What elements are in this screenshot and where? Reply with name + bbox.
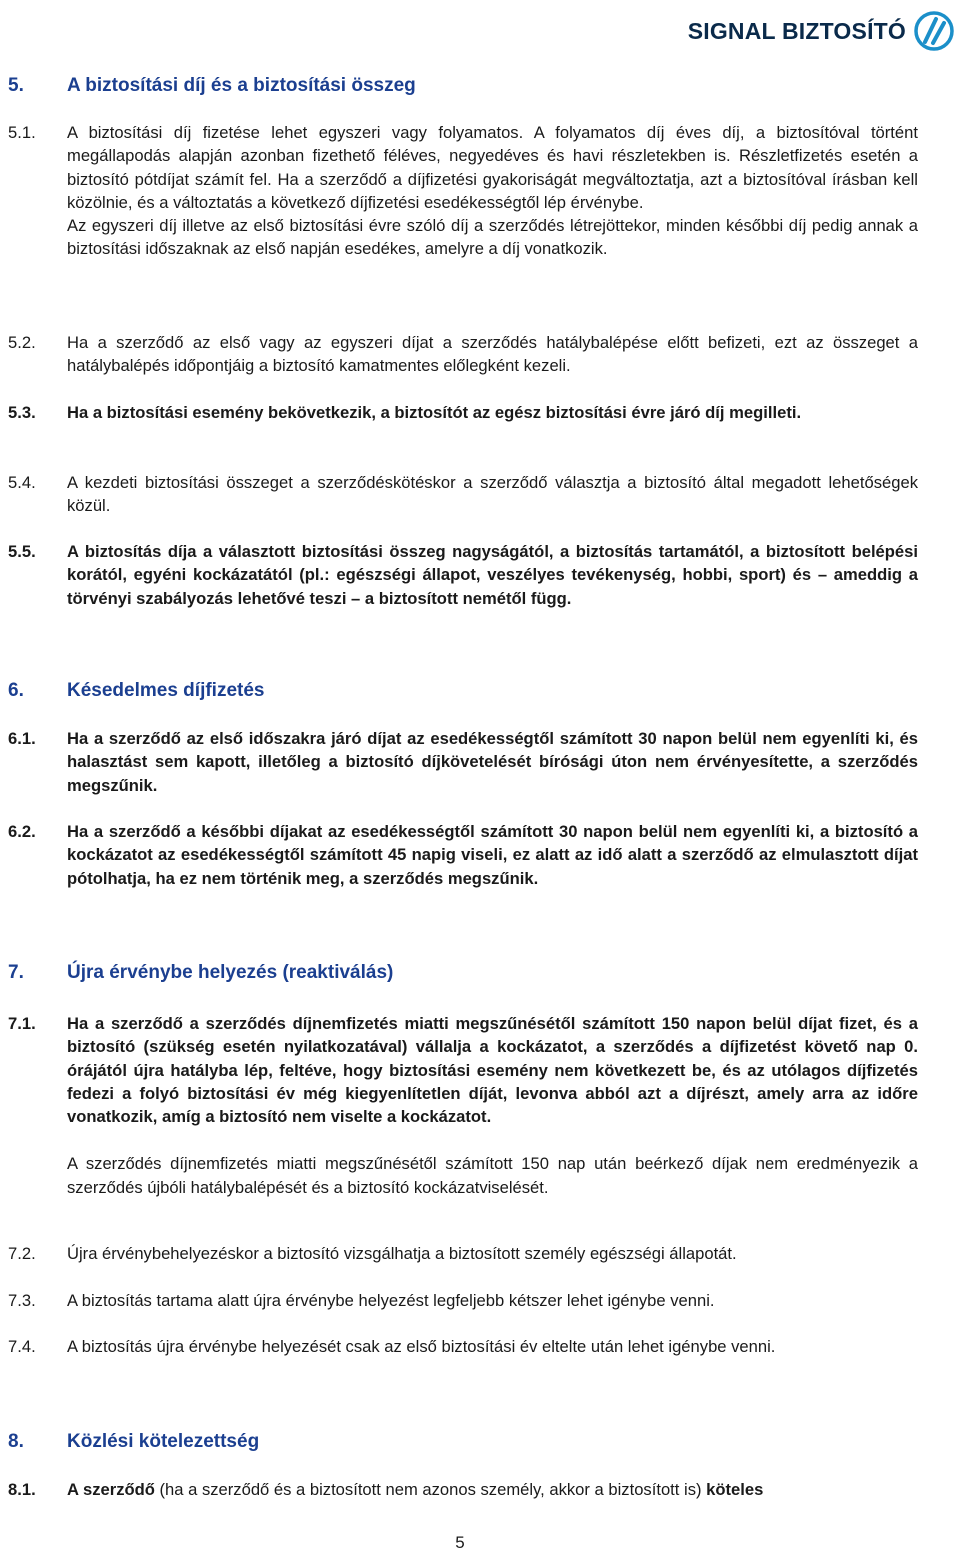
paragraph-number: 5.2. xyxy=(8,333,36,352)
paragraph-text: A biztosítási díj fizetése lehet egyszeri vagy folyamatos. A folyamatos díj éves díj, a biztosítóval történt megállapodás alapján azonban fizethető féléves, negyedéves és havi részletekben is. Részletfizetés esetén a biztosító pótdíjat számít fel. Ha a szerződő a díjfizetési gyakoriságát megváltoztatja, azt a biztosítóval írásban kell közölnie, és a változtatás a következő díjfizetési esedékességtől lép érvénybe. xyxy=(67,123,918,212)
section-6-heading xyxy=(8,680,918,702)
paragraph-text: A kezdeti biztosítási összeget a szerződéskötéskor a szerződő választja a biztosító által megadott lehetőségek közül. xyxy=(67,473,918,516)
paragraph-5-4 xyxy=(8,471,918,518)
paragraph-text: A biztosítás tartama alatt újra érvénybe helyezést legfeljebb kétszer lehet igénybe venni. xyxy=(67,1291,715,1310)
section-7-heading xyxy=(8,962,918,984)
paragraph-text: A biztosítás újra érvénybe helyezését csak az első biztosítási év eltelte után lehet igénybe venni. xyxy=(67,1337,776,1356)
paragraph-text: A szerződés díjnemfizetés miatti megszűnésétől számított 150 nap után beérkező díjak nem eredményezik a szerződés újbóli hatálybalépését és a biztosító kockázatviselését. xyxy=(67,1154,918,1197)
signal-logo xyxy=(688,8,954,54)
paragraph-8-1 xyxy=(8,1478,918,1501)
paragraph-text: Ha a szerződő a szerződés díjnemfizetés miatti megszűnésétől számított 150 napon belül díjat fizet, és a biztosító (szükség esetén nyilatkozatával) vállalja a kockázatot, a szerződés a díjfizetést követő nap 0. órájától újra hatályba lép, feltéve, hogy biztosítási esemény nem következett be, és az utólagos díjfizetés fedezi a folyó biztosítási év még kiegyenlítetlen díját, levonva abból azt a díjrészt, amely arra az időre vonatkozik, amíg a biztosító nem viselte a kockázatot. xyxy=(67,1014,918,1127)
paragraph-text: Ha a szerződő az első vagy az egyszeri díjat a szerződés hatálybalépése előtt befizeti, ezt az összeget a hatálybalépés időpontjáig a biztosító kamatmentes előlegként kezeli. xyxy=(67,333,918,376)
paragraph-text: Ha a szerződő a későbbi díjakat az esedékességtől számított 30 napon belül nem egyenlíti ki, a biztosító a kockázatot az esedékességtől számított 45 napig viseli, ez alatt az idő alatt a szerződő az elmulasztott díjat pótolhatja, ha ez nem történik meg, a szerződés megszűnik. xyxy=(67,822,918,888)
paragraph-number: 7.3. xyxy=(8,1291,36,1310)
section-number: 7. xyxy=(8,962,24,983)
section-title: Újra érvénybe helyezés (reaktiválás) xyxy=(67,962,394,983)
paragraph-text: Ha a biztosítási esemény bekövetkezik, a biztosítót az egész biztosítási évre járó díj megilleti. xyxy=(67,403,802,422)
paragraph-number: 7.1. xyxy=(8,1014,36,1033)
paragraph-text: Az egyszeri díj illetve az első biztosítási évre szóló díj a szerződés létrejöttekor, minden későbbi díj pedig annak a biztosítási időszaknak az első napján esedékes, amelyre a díj vonatkozik. xyxy=(67,216,918,259)
paragraph-number: 7.4. xyxy=(8,1337,36,1356)
paragraph-number: 5.1. xyxy=(8,123,36,142)
paragraph-number: 6.2. xyxy=(8,822,36,841)
paragraph-7-3 xyxy=(8,1289,918,1312)
paragraph-5-2 xyxy=(8,331,918,378)
paragraph-7-4 xyxy=(8,1335,918,1358)
paragraph-number: 5.3. xyxy=(8,403,36,422)
paragraph-number: 6.1. xyxy=(8,729,36,748)
paragraph-5-5 xyxy=(8,540,918,610)
paragraph-6-2 xyxy=(8,820,918,890)
page-number: 5 xyxy=(455,1533,465,1552)
paragraph-number: 5.5. xyxy=(8,542,36,561)
paragraph-number: 5.4. xyxy=(8,473,36,492)
section-title: A biztosítási díj és a biztosítási összeg xyxy=(67,75,416,96)
paragraph-text xyxy=(67,1478,918,1501)
paragraph-7-1 xyxy=(8,1012,918,1199)
brand-name: SIGNAL BIZTOSÍTÓ xyxy=(687,17,906,44)
paragraph-text: Ha a szerződő az első időszakra járó díjat az esedékességtől számított 30 napon belül nem egyenlíti ki, és halasztást sem kapott, illetőleg a biztosító díjkövetelését bírósági úton nem érvényesítette, a szerződés megszűnik. xyxy=(67,729,918,795)
signal-swoosh-icon xyxy=(914,11,954,51)
paragraph-text: A biztosítás díja a választott biztosítási összeg nagyságától, a biztosítás tartamától, a biztosított belépési korától, egyéni kockázatától (pl.: egészségi állapot, veszélyes tevékenység, hobbi, sport) és – ameddig a törvényi szabályozás lehetővé teszi – a biztosított nemétől függ. xyxy=(67,542,918,608)
paragraph-5-1 xyxy=(8,121,918,261)
section-number: 5. xyxy=(8,75,24,96)
section-title: Késedelmes díjfizetés xyxy=(67,680,265,701)
paragraph-5-3 xyxy=(8,401,918,424)
plain-text: (ha a szerződő és a biztosított nem azonos személy, akkor a biztosított is) xyxy=(154,1480,707,1499)
emphasis-text: köteles xyxy=(706,1480,764,1499)
paragraph-number: 7.2. xyxy=(8,1244,36,1263)
paragraph-text: Újra érvénybehelyezéskor a biztosító vizsgálhatja a biztosított személy egészségi állapotát. xyxy=(67,1244,737,1263)
section-8-heading xyxy=(8,1431,918,1453)
section-number: 8. xyxy=(8,1431,24,1452)
section-number: 6. xyxy=(8,680,24,701)
paragraph-6-1 xyxy=(8,727,918,797)
section-5-heading xyxy=(8,75,918,97)
section-title: Közlési kötelezettség xyxy=(67,1431,260,1452)
paragraph-7-2 xyxy=(8,1242,918,1265)
paragraph-number: 8.1. xyxy=(8,1480,36,1499)
emphasis-text: A szerződő xyxy=(67,1480,155,1499)
